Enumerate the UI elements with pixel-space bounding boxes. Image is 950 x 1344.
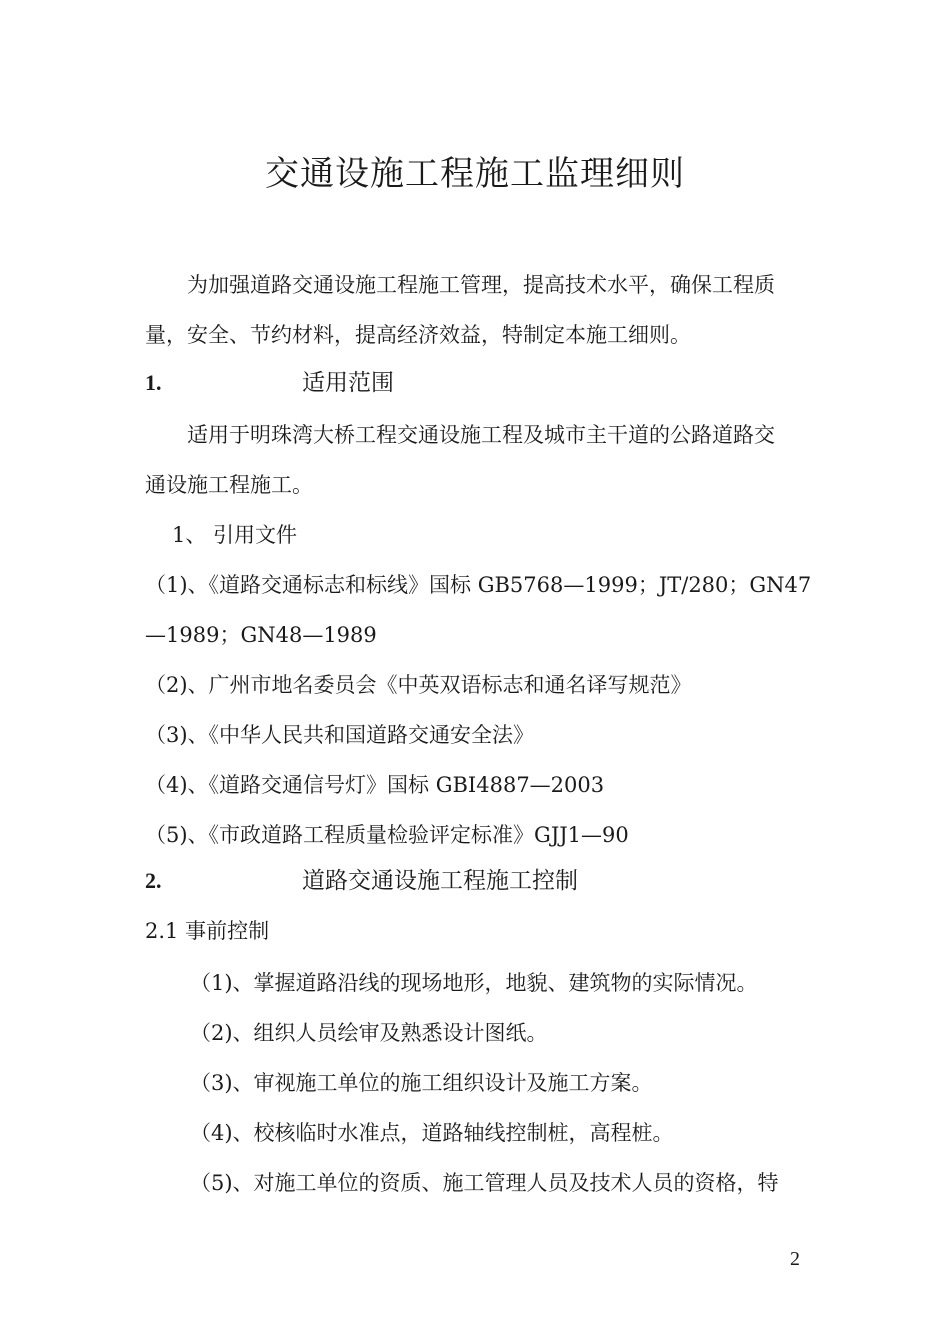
document-title: 交通设施工程施工监理细则 <box>265 154 685 194</box>
intro-line-2: 量，安全、节约材料，提高经济效益，特制定本施工细则。 <box>145 323 691 347</box>
section-1-title: 适用范围 <box>302 370 394 396</box>
control-item-3: （3)、审视施工单位的施工组织设计及施工方案。 <box>190 1071 653 1095</box>
section-1-number: 1. <box>145 370 162 395</box>
reference-item-3: （3)、《中华人民共和国道路交通安全法》 <box>145 723 535 747</box>
section-1-body-line-2: 通设施工程施工。 <box>145 473 313 497</box>
section-2-number: 2. <box>145 868 162 893</box>
section-1-body-line-1: 适用于明珠湾大桥工程交通设施工程及城市主干道的公路道路交 <box>187 423 775 447</box>
control-item-5: （5)、对施工单位的资质、施工管理人员及技术人员的资格，特 <box>190 1171 779 1195</box>
page-number: 2 <box>790 1248 800 1270</box>
reference-item-1-cont: —1989；GN48—1989 <box>145 623 377 647</box>
subsection-2-1-heading: 2.1 事前控制 <box>145 919 270 943</box>
intro-line-1: 为加强道路交通设施工程施工管理，提高技术水平，确保工程质 <box>187 273 775 297</box>
reference-item-4: （4)、《道路交通信号灯》国标 GBI4887—2003 <box>145 773 605 797</box>
control-item-2: （2)、组织人员绘审及熟悉设计图纸。 <box>190 1021 548 1045</box>
reference-item-1: （1)、《道路交通标志和标线》国标 GB5768—1999；JT/280；GN47 <box>145 573 812 597</box>
reference-item-5: （5)、《市政道路工程质量检验评定标准》GJJ1—90 <box>145 823 629 847</box>
control-item-1: （1)、掌握道路沿线的现场地形，地貌、建筑物的实际情况。 <box>190 971 758 995</box>
reference-item-2: （2)、广州市地名委员会《中英双语标志和通名译写规范》 <box>145 673 692 697</box>
references-heading: 1、 引用文件 <box>172 523 298 547</box>
section-2-title: 道路交通设施工程施工控制 <box>302 868 578 894</box>
control-item-4: （4)、校核临时水准点，道路轴线控制桩，高程桩。 <box>190 1121 674 1145</box>
